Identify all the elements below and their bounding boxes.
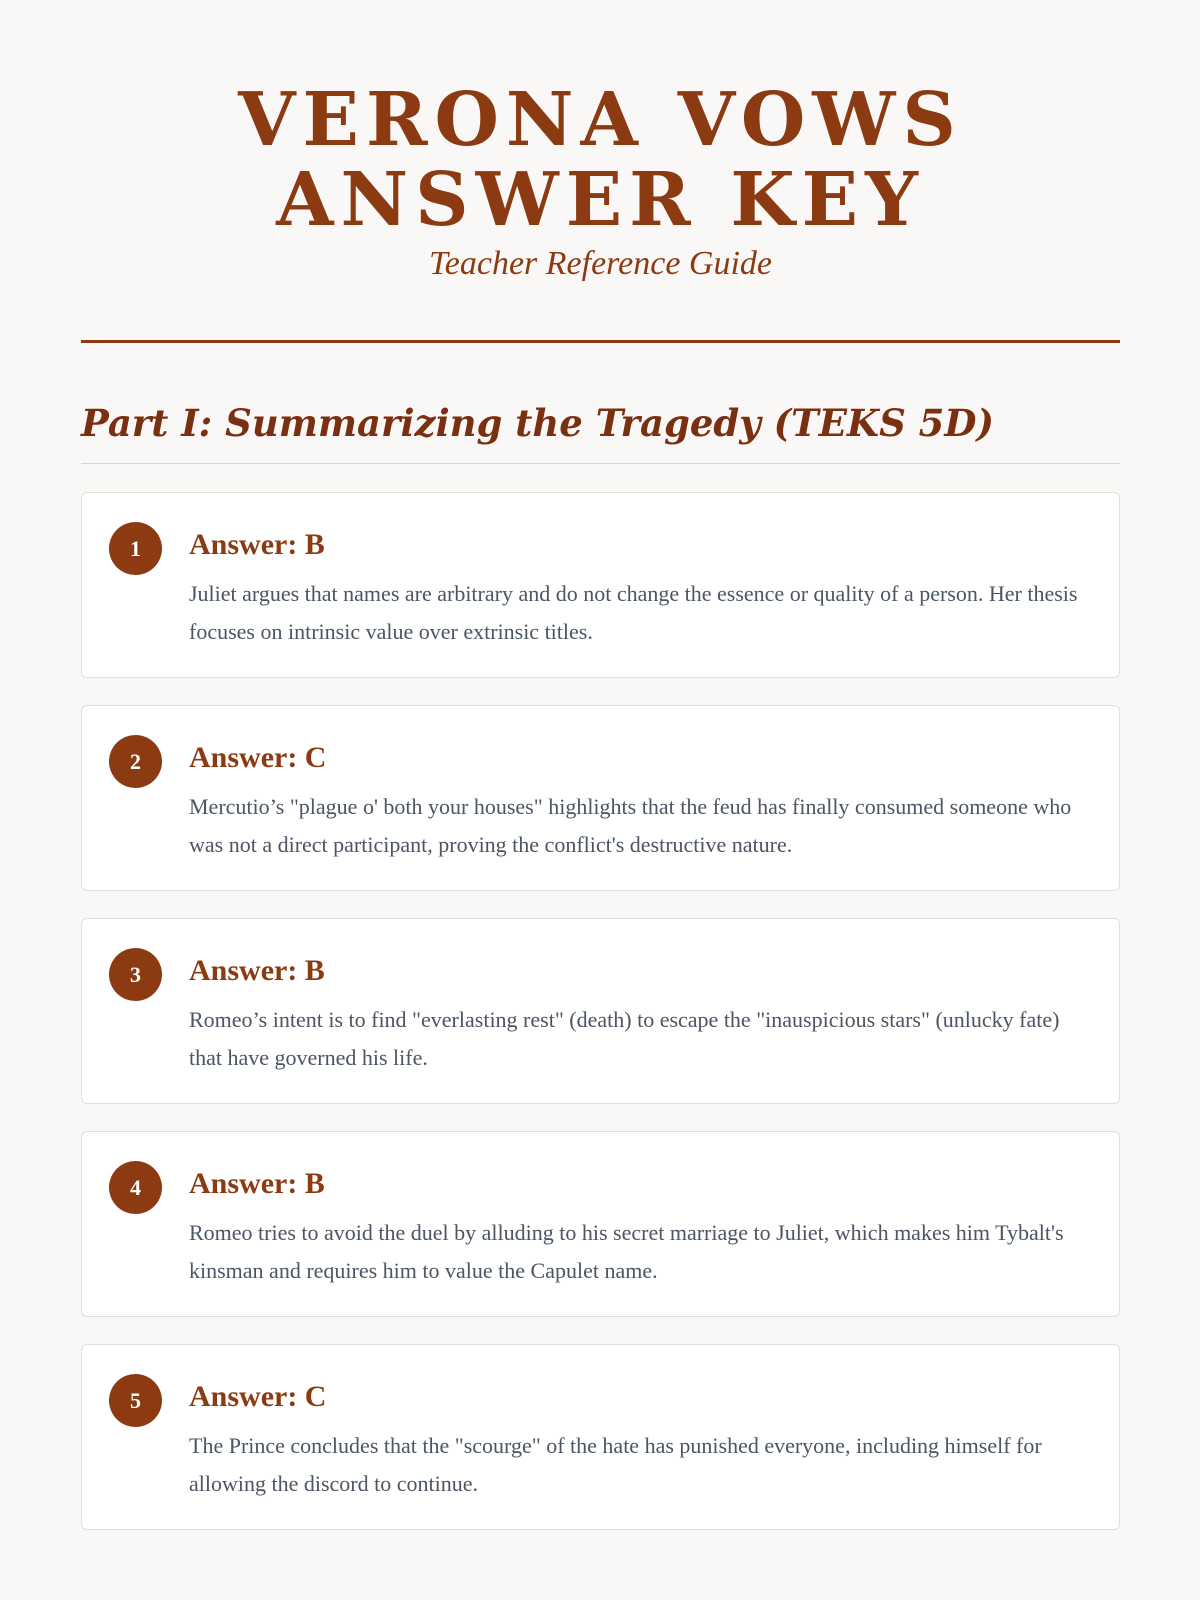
document-subtitle: Teacher Reference Guide <box>428 245 773 282</box>
question-number-badge: 3 <box>109 948 162 1001</box>
answer-list <box>81 492 1120 1557</box>
answer-label: Answer: C <box>189 1380 327 1413</box>
answer-card-2 <box>81 705 1120 891</box>
question-number-badge: 5 <box>109 1374 162 1427</box>
document-title-line-2: ANSWER KEY <box>276 157 925 243</box>
answer-label: Answer: C <box>189 741 327 774</box>
question-number-badge: 2 <box>109 735 162 788</box>
answer-key-page <box>81 0 1120 1496</box>
question-number-badge: 1 <box>109 522 162 575</box>
document-title <box>81 77 1120 243</box>
answer-explanation: Romeo’s intent is to find "everlasting rest" (death) to escape the "inauspicious stars" (unlucky fate) that have governed his life. <box>189 1007 1060 1070</box>
question-number-badge: 4 <box>109 1161 162 1214</box>
document-header <box>81 0 1120 284</box>
answer-explanation: Romeo tries to avoid the duel by alluding to his secret marriage to Juliet, which makes him Tybalt's kinsman and requires him to value the Capulet name. <box>189 1220 1064 1283</box>
answer-explanation: Mercutio’s "plague o' both your houses" highlights that the feud has finally consumed someone who was not a direct participant, proving the conflict's destructive nature. <box>189 794 1072 857</box>
document-title-line-1: VERONA VOWS <box>238 77 963 163</box>
answer-explanation: Juliet argues that names are arbitrary and do not change the essence or quality of a person. Her thesis focuses on intrinsic value over extrinsic titles. <box>189 581 1078 644</box>
answer-card-5 <box>81 1344 1120 1530</box>
answer-card-3 <box>81 918 1120 1104</box>
answer-card-4 <box>81 1131 1120 1317</box>
answer-label: Answer: B <box>189 528 325 561</box>
section-title: Part I: Summarizing the Tragedy (TEKS 5D) <box>81 401 995 445</box>
answer-explanation: The Prince concludes that the "scourge" of the hate has punished everyone, including himself for allowing the discord to continue. <box>189 1433 1042 1496</box>
header-divider <box>81 340 1120 343</box>
answer-label: Answer: B <box>189 1167 325 1200</box>
answer-card-1 <box>81 492 1120 678</box>
section-divider <box>81 463 1120 464</box>
answer-label: Answer: B <box>189 954 325 987</box>
